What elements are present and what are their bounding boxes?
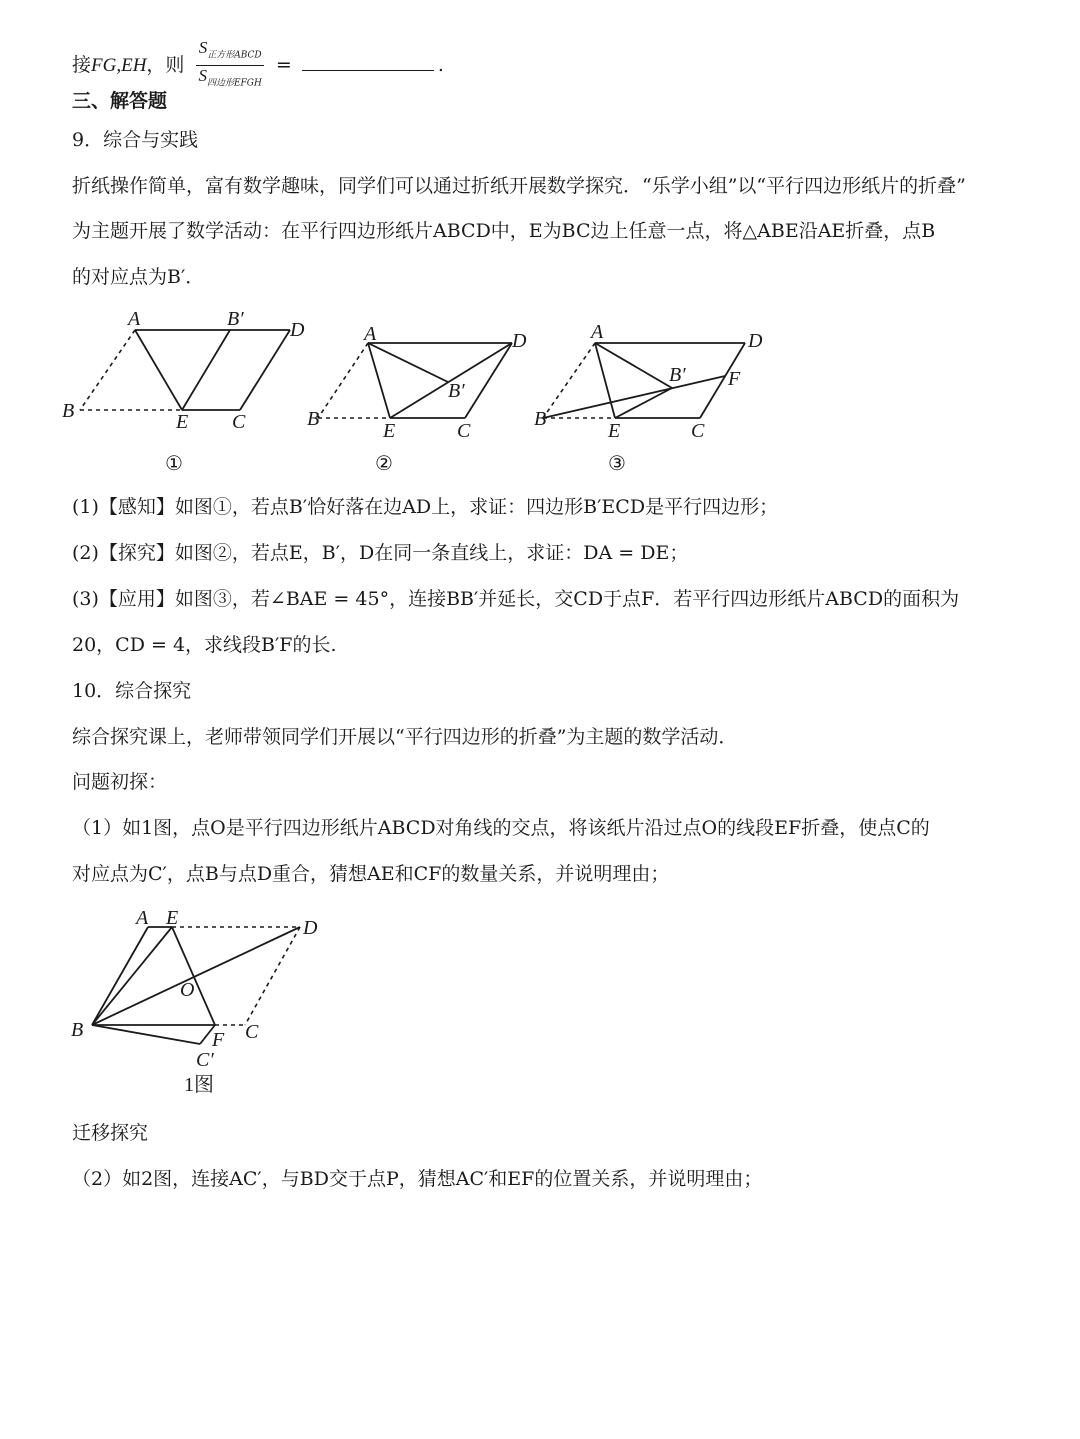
fig3-label-A: A	[591, 321, 604, 343]
fig3-label-E: E	[608, 420, 621, 442]
fig2-label-Bp: B′	[448, 380, 465, 402]
q9-part3-line2: 20，CD = 4，求线段B′F的长.	[72, 634, 337, 656]
figure-1	[62, 308, 305, 475]
figure-3	[534, 321, 763, 475]
q9-intro-line3: 的对应点为B′．	[72, 266, 205, 288]
q9-part2: (2)【探究】如图②，若点E，B′，D在同一条直线上，求证：DA = DE；	[72, 542, 689, 564]
q10-title: 10．综合探究	[72, 680, 192, 702]
fig10-label-F: F	[212, 1029, 225, 1051]
q9-intro-line2: 为主题开展了数学活动：在平行四边形纸片ABCD中，E为BC边上任意一点，将△ABE沿AE折叠，点B	[72, 220, 936, 242]
fig10-caption: 1图	[184, 1074, 214, 1096]
fig1-label-D: D	[290, 319, 305, 341]
fig10-label-D: D	[303, 917, 318, 939]
then-text: ，则	[146, 53, 185, 76]
fig2-label-D: D	[512, 330, 527, 352]
section-heading: 三、解答题	[72, 90, 168, 112]
numerator-subscript: 正方形ABCD	[207, 50, 262, 61]
fig10-label-Cp: C′	[196, 1049, 214, 1071]
connect-text: 接	[72, 53, 92, 76]
q9-intro-line1: 折纸操作简单，富有数学趣味，同学们可以通过折纸开展数学探究．“乐学小组”以“平行四边形纸片的折叠”	[72, 175, 966, 197]
fig3-label-C: C	[691, 420, 705, 442]
fig1-label-B: B	[62, 400, 75, 422]
fig1-number: ①	[165, 453, 183, 475]
fig2-label-E: E	[383, 420, 396, 442]
fig3-label-D: D	[748, 330, 763, 352]
segments-text: FG,EH	[91, 54, 147, 76]
q9-title: 9．综合与实践	[72, 129, 199, 151]
fig1-label-Bp: B′	[227, 308, 244, 330]
q10-figure-1	[60, 900, 360, 1100]
q10-part1-line2: 对应点为C′，点B与点D重合，猜想AE和CF的数量关系，并说明理由；	[72, 863, 670, 885]
q10-part1-line1: （1）如1图，点O是平行四边形纸片ABCD对角线的交点，将该纸片沿过点O的线段EF折叠，使点C的	[72, 817, 930, 839]
numerator-letter: S	[198, 38, 208, 57]
denominator-letter: S	[198, 66, 207, 86]
fig10-label-B: B	[71, 1019, 84, 1041]
fig2-number: ②	[375, 453, 393, 475]
q10-intro: 综合探究课上，老师带领同学们开展以“平行四边形的折叠”为主题的数学活动．	[72, 726, 738, 748]
fig1-label-E: E	[176, 411, 189, 433]
denominator-subscript: 四边形EFGH	[206, 78, 262, 89]
fig2-label-C: C	[457, 420, 471, 442]
q10-subheading-2: 迁移探究	[72, 1122, 149, 1144]
fig3-label-F: F	[728, 368, 741, 390]
fig2-label-A: A	[364, 323, 377, 345]
equals-sign: =	[275, 53, 292, 76]
fig1-label-A: A	[128, 308, 141, 330]
fraction-answer-line	[72, 38, 444, 94]
q10-part2: （2）如2图，连接AC′，与BD交于点P，猜想AC′和EF的位置关系，并说明理由；	[72, 1168, 763, 1190]
fig3-label-B: B	[534, 408, 547, 430]
period: .	[437, 53, 444, 76]
answer-blank[interactable]	[302, 54, 434, 71]
fig10-label-A: A	[136, 907, 149, 929]
q9-part3-line1: (3)【应用】如图③，若∠BAE = 45°，连接BB′并延长，交CD于点F．若平行四边形纸片ABCD的面积为	[72, 588, 960, 610]
q10-subheading-1: 问题初探：	[72, 771, 168, 793]
fig3-label-Bp: B′	[669, 364, 686, 386]
fig10-label-O: O	[180, 979, 195, 1001]
q9-part1: (1)【感知】如图①，若点B′恰好落在边AD上，求证：四边形B′ECD是平行四边形；	[72, 496, 779, 518]
figure-2	[307, 323, 527, 475]
fig2-label-B: B	[307, 408, 320, 430]
fig10-label-E: E	[166, 907, 179, 929]
area-ratio-fraction	[196, 38, 263, 94]
q9-figures	[60, 300, 780, 480]
fig10-label-C: C	[245, 1021, 259, 1043]
fig3-number: ③	[608, 453, 626, 475]
fig1-label-C: C	[232, 411, 246, 433]
